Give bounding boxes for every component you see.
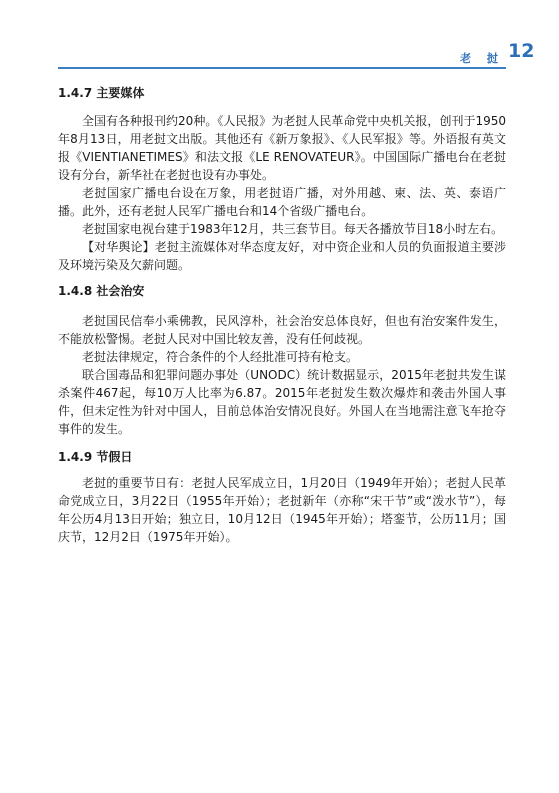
running-header-title: 老 挝	[460, 52, 504, 65]
section-heading-security: 1.4.8 社会治安	[58, 284, 145, 298]
paragraph: 老挝的重要节日有：老挝人民军成立日，1月20日（1949年开始）；老挝人民革命党成立日，3月22日（1955年开始）；老挝新年（亦称“宋干节”或“泼水节”），每年公历4月13日开始；独立日，10月12日（1945年开始）；塔銮节，公历11月；国庆节，12月2日（1975年开始）。	[58, 476, 506, 544]
paragraph: 【对华舆论】老挝主流媒体对华态度友好，对中资企业和人员的负面报道主要涉及环境污染及欠薪问题。	[58, 240, 506, 272]
paragraph: 老挝国民信奉小乘佛教，民风淳朴，社会治安总体良好，但也有治安案件发生，不能放松警惕。老挝人民对中国比较友善，没有任何歧视。	[58, 314, 506, 346]
paragraph: 联合国毒品和犯罪问题办事处（UNODC）统计数据显示，2015年老挝共发生谋杀案件467起，每10万人比率为6.87。2015年老挝发生数次爆炸和袭击外国人事件，但未定性为针对中国人，目前总体治安情况良好。外国人在当地需注意飞车抢夺事件的发生。	[58, 368, 506, 436]
paragraph: 全国有各种报刊约20种。《人民报》为老挝人民革命党中央机关报，创刊于1950年8月13日，用老挝文出版。其他还有《新万象报》、《人民军报》等。外语报有英文报《VIENTIANETIMES》和法文报《LE RENOVATEUR》。中国国际广播电台在老挝设有分台，新华社在老挝也设有办事处。	[58, 114, 506, 182]
section-heading-media: 1.4.7 主要媒体	[58, 86, 145, 100]
paragraph: 老挝国家电视台建于1983年12月，共三套节目。每天各播放节目18小时左右。	[82, 222, 504, 236]
page-number: 12	[508, 40, 535, 62]
section-heading-holidays: 1.4.9 节假日	[58, 450, 133, 464]
paragraph: 老挝国家广播电台设在万象，用老挝语广播，对外用越、柬、法、英、泰语广播。此外，还有老挝人民军广播电台和14个省级广播电台。	[58, 186, 506, 218]
paragraph: 老挝法律规定，符合条件的个人经批准可持有枪支。	[82, 350, 359, 364]
page-body	[58, 84, 506, 546]
header-rule	[58, 67, 506, 69]
